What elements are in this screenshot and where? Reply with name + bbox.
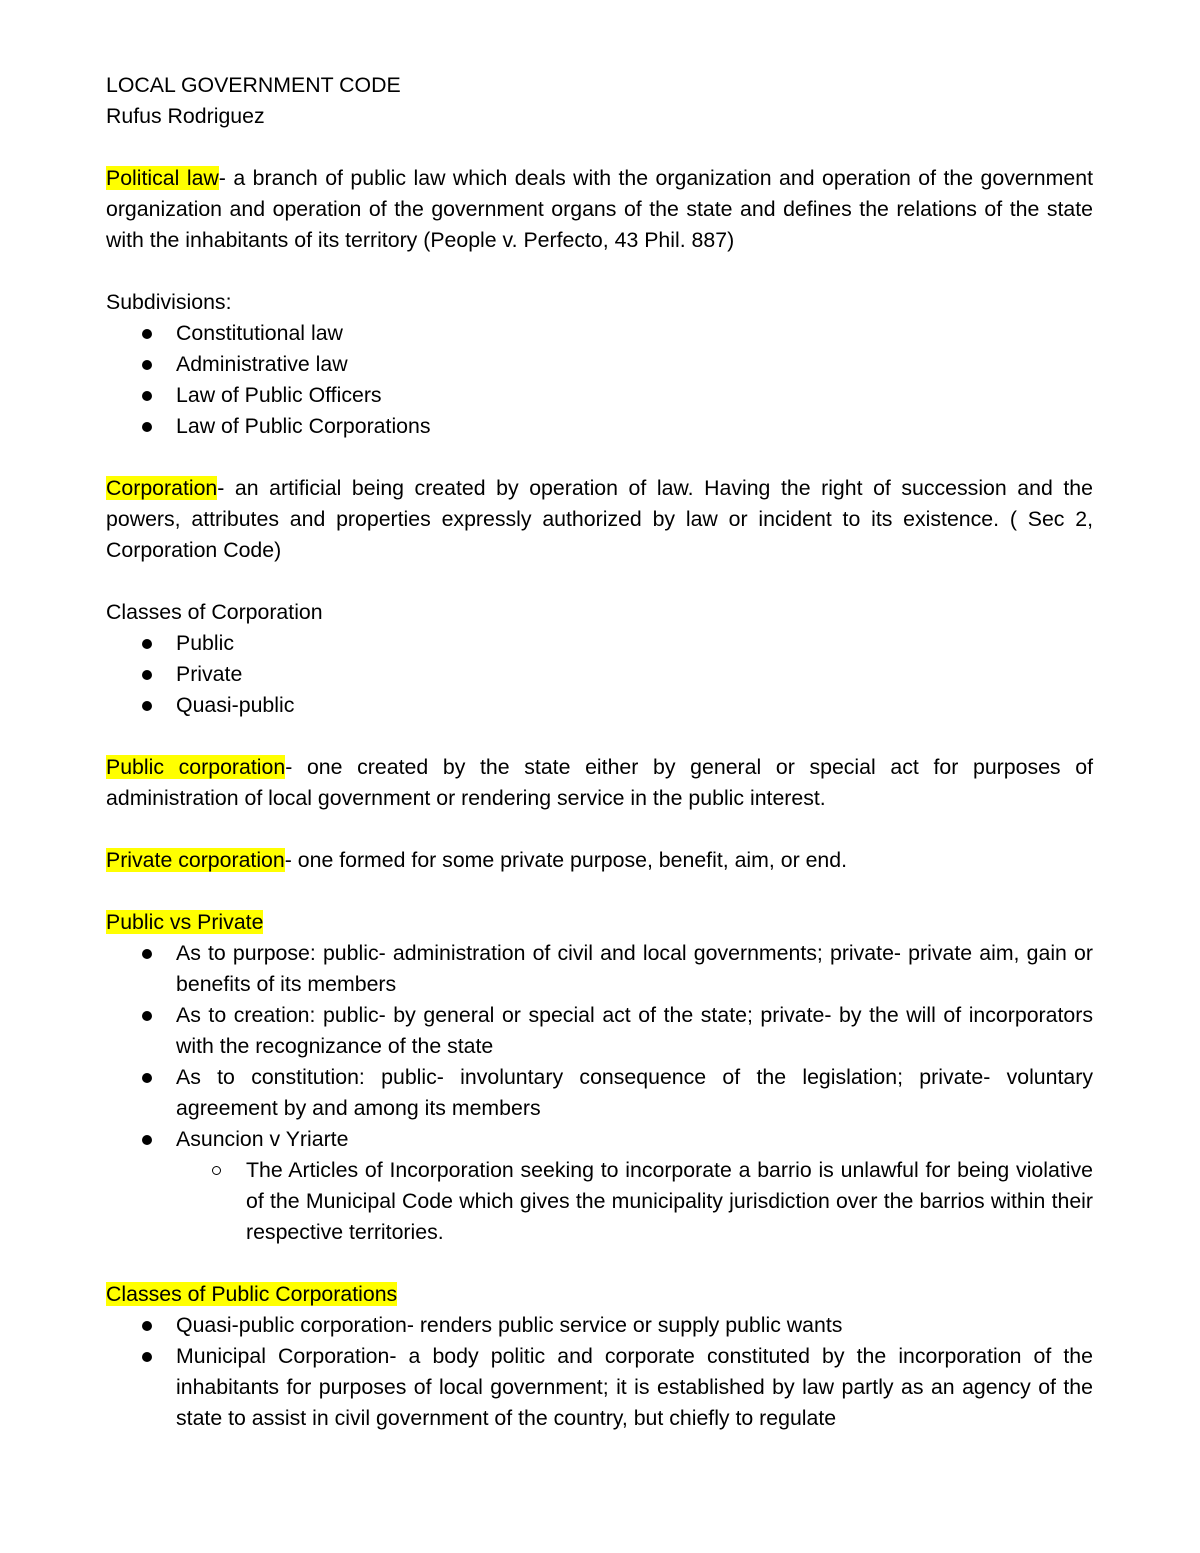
corporation-paragraph bbox=[106, 473, 1093, 566]
list-item: As to creation: public- by general or special act of the state; private- by the will of incorporators with the recognizance of the state bbox=[106, 1000, 1093, 1062]
bullet-icon bbox=[142, 1011, 152, 1021]
classes-of-corporation-list bbox=[106, 628, 1093, 721]
bullet-icon bbox=[142, 329, 152, 339]
public-vs-private-heading: Public vs Private bbox=[106, 910, 264, 934]
private-corporation-term: Private corporation bbox=[106, 848, 285, 872]
bullet-icon bbox=[142, 670, 152, 680]
classes-of-public-corporations-list bbox=[106, 1310, 1093, 1434]
political-law-paragraph bbox=[106, 163, 1093, 256]
public-vs-private-heading-line bbox=[106, 907, 1093, 938]
political-law-definition: - a branch of public law which deals with the organization and operation of the government organization and operation of the government organs of the state and defines the relations of the state with the inhabitants of its territory (People v. Perfecto, 43 Phil. 887) bbox=[106, 166, 1093, 252]
public-corporation-paragraph bbox=[106, 752, 1093, 814]
list-item: Constitutional law bbox=[106, 318, 1093, 349]
list-item: Public bbox=[106, 628, 1093, 659]
corporation-definition: - an artificial being created by operation of law. Having the right of succession and the powers, attributes and properties expressly authorized by law or incident to its existence. ( Sec 2, Corporation Code) bbox=[106, 476, 1093, 562]
subdivisions-list bbox=[106, 318, 1093, 442]
political-law-term: Political law bbox=[106, 166, 219, 190]
classes-of-public-corporations-heading-line bbox=[106, 1279, 1093, 1310]
list-item: As to purpose: public- administration of civil and local governments; private- private aim, gain or benefits of its members bbox=[106, 938, 1093, 1000]
bullet-icon bbox=[142, 949, 152, 959]
public-corporation-definition: - one created by the state either by general or special act for purposes of administration of local government or rendering service in the public interest. bbox=[106, 755, 1093, 810]
classes-of-corporation-heading: Classes of Corporation bbox=[106, 600, 323, 624]
list-item: Administrative law bbox=[106, 349, 1093, 380]
private-corporation-definition: - one formed for some private purpose, benefit, aim, or end. bbox=[284, 848, 848, 872]
public-corporation-term: Public corporation bbox=[106, 755, 286, 779]
list-item: Law of Public Officers bbox=[106, 380, 1093, 411]
private-corporation-paragraph bbox=[106, 845, 1093, 876]
list-item: Private bbox=[106, 659, 1093, 690]
subdivisions-heading: Subdivisions: bbox=[106, 290, 232, 314]
list-item: As to constitution: public- involuntary consequence of the legislation; private- voluntary agreement by and among its members bbox=[106, 1062, 1093, 1124]
list-item: Quasi-public corporation- renders public service or supply public wants bbox=[106, 1310, 1093, 1341]
asuncion-sub-list bbox=[176, 1155, 1093, 1248]
sub-list-item: The Articles of Incorporation seeking to incorporate a barrio is unlawful for being violative of the Municipal Code which gives the municipality jurisdiction over the barrios within their respective territories. bbox=[176, 1155, 1093, 1248]
bullet-icon bbox=[142, 639, 152, 649]
hollow-bullet-icon bbox=[212, 1166, 221, 1175]
document-page bbox=[106, 70, 1093, 1434]
list-item: Quasi-public bbox=[106, 690, 1093, 721]
bullet-icon bbox=[142, 701, 152, 711]
public-vs-private-list bbox=[106, 938, 1093, 1248]
bullet-icon bbox=[142, 1073, 152, 1083]
bullet-icon bbox=[142, 1321, 152, 1331]
bullet-icon bbox=[142, 360, 152, 370]
list-item: Law of Public Corporations bbox=[106, 411, 1093, 442]
document-title: LOCAL GOVERNMENT CODE bbox=[106, 73, 401, 97]
list-item: Asuncion v Yriarte The Articles of Incorporation seeking to incorporate a barrio is unlawful for being violative of the Municipal Code which gives the municipality jurisdiction over the barrios within their respective territories. bbox=[106, 1124, 1093, 1248]
classes-of-public-corporations-heading: Classes of Public Corporations bbox=[106, 1282, 398, 1306]
bullet-icon bbox=[142, 1352, 152, 1362]
list-item: Municipal Corporation- a body politic and corporate constituted by the incorporation of the inhabitants for purposes of local government; it is established by law partly as an agency of the state to assist in civil government of the country, but chiefly to regulate bbox=[106, 1341, 1093, 1434]
document-author: Rufus Rodriguez bbox=[106, 104, 265, 128]
corporation-term: Corporation bbox=[106, 476, 218, 500]
bullet-icon bbox=[142, 1135, 152, 1145]
bullet-icon bbox=[142, 422, 152, 432]
bullet-icon bbox=[142, 391, 152, 401]
